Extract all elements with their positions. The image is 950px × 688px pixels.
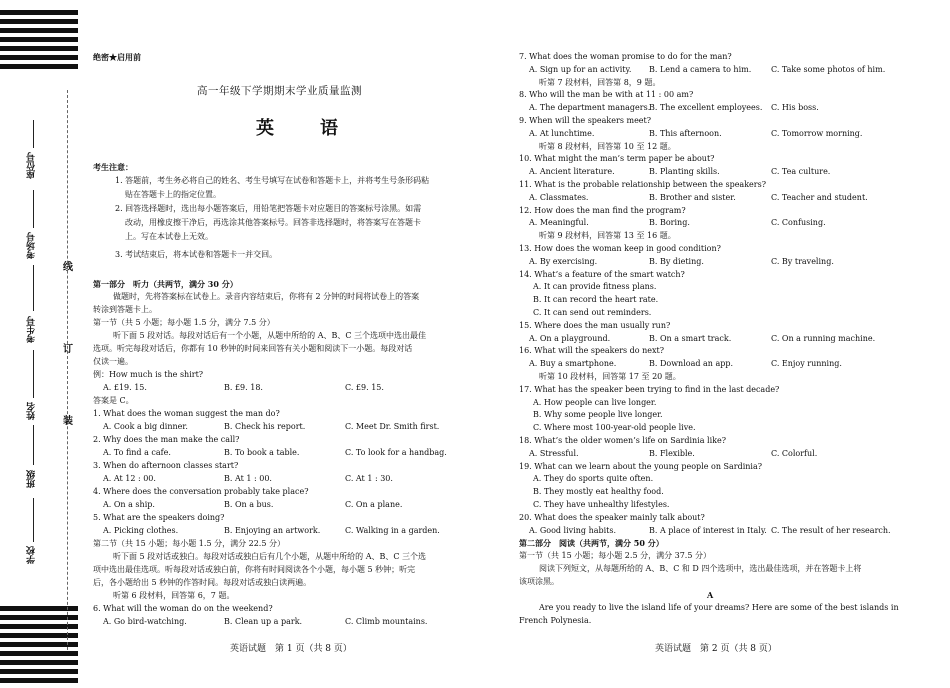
question-option: A. It can provide fitness plans. bbox=[533, 282, 657, 291]
example-option-b: B. £9. 18. bbox=[224, 383, 263, 392]
question-option-a: A. To find a cafe. bbox=[103, 448, 171, 457]
question-option-c: C. Meet Dr. Smith first. bbox=[345, 422, 440, 431]
binding-stripe bbox=[0, 46, 78, 51]
fill-line-name bbox=[33, 350, 34, 398]
sidebar-label-school: 学校 bbox=[27, 546, 37, 564]
question-option-c: C. Take some photos of him. bbox=[771, 65, 886, 74]
question-option-b: B. Enjoying an artwork. bbox=[224, 526, 321, 535]
subject-title: 英 语 bbox=[256, 118, 352, 139]
question-text: 13. How does the woman keep in good condition? bbox=[519, 244, 721, 253]
part1-intro: 做题时，先将答案标在试卷上。录音内容结束后，你将有 2 分钟的时间将试卷上的答案 bbox=[113, 292, 420, 301]
example-option-c: C. £9. 15. bbox=[345, 383, 384, 392]
question-option-b: B. Download an app. bbox=[649, 359, 734, 368]
question-option-b: B. Lend a camera to him. bbox=[649, 65, 752, 74]
question-option-a: A. Meaningful. bbox=[529, 218, 589, 227]
notice-line: 2. 回答选择题时，选出每小题答案后，用铅笔把答题卡对应题目的答案标号涂黑。如需 bbox=[115, 204, 422, 213]
material-note: 听第 7 段材料，回答第 8，9 题。 bbox=[539, 78, 661, 87]
question-option-a: A. Go bird-watching. bbox=[103, 617, 187, 626]
binding-stripe bbox=[0, 660, 78, 665]
section2-intro: 项中选出最佳选项。听每段对话或独白前，你将有时间阅读各个小题，每小题 5 秒钟；听完 bbox=[93, 565, 416, 574]
question-option-a: A. On a ship. bbox=[103, 500, 155, 509]
passage-line: Are you ready to live the island life of your dreams? Here are some of the best islands in bbox=[539, 603, 899, 612]
question-text: 16. What will the speakers do next? bbox=[519, 346, 665, 355]
question-option-b: B. Flexible. bbox=[649, 449, 695, 458]
question-option-c: C. Colorful. bbox=[771, 449, 818, 458]
binding-stripe bbox=[0, 64, 78, 69]
question-option-c: C. The result of her research. bbox=[771, 526, 891, 535]
question-text: 18. What’s the older women’s life on Sardinia like? bbox=[519, 436, 727, 445]
notice-line: 改动，用橡皮擦干净后，再选涂其他答案标号。回答非选择题时，将答案写在答题卡 bbox=[125, 218, 421, 227]
part2-intro: 该项涂黑。 bbox=[519, 577, 559, 586]
question-option-a: A. By exercising. bbox=[529, 257, 598, 266]
question-option: C. Where most 100-year-old people live. bbox=[533, 423, 696, 432]
fill-line-examinee bbox=[33, 265, 34, 311]
question-option-c: C. Teacher and student. bbox=[771, 193, 868, 202]
notice-title: 考生注意： bbox=[93, 162, 133, 172]
question-text: 20. What does the speaker mainly talk about? bbox=[519, 513, 705, 522]
question-option-a: A. Sign up for an activity. bbox=[529, 65, 632, 74]
binding-mark-line: 线 bbox=[63, 262, 73, 273]
question-option-a: A. Good living habits. bbox=[529, 526, 617, 535]
binding-stripe bbox=[0, 37, 78, 42]
section2-intro: 后，各小题给出 5 秒钟的作答时间。每段对话或独白读两遍。 bbox=[93, 578, 312, 587]
passage-label: A bbox=[707, 590, 714, 600]
binding-stripe bbox=[0, 28, 78, 33]
section2-intro: 听下面 5 段对话或独白。每段对话或独白后有几个小题，从题中所给的 A、B、C 三个选 bbox=[113, 552, 427, 561]
secret-tag: 绝密★启用前 bbox=[93, 52, 141, 62]
question-option-a: A. Cook a big dinner. bbox=[103, 422, 188, 431]
question-option-a: A. Buy a smartphone. bbox=[529, 359, 617, 368]
question-option-b: B. The excellent employees. bbox=[649, 103, 763, 112]
question-option-b: B. By dieting. bbox=[649, 257, 704, 266]
question-text: 15. Where does the man usually run? bbox=[519, 321, 671, 330]
question-option-b: B. Brother and sister. bbox=[649, 193, 736, 202]
question-text: 17. What has the speaker been trying to find in the last decade? bbox=[519, 385, 780, 394]
question-option-b: B. A place of interest in Italy. bbox=[649, 526, 767, 535]
question-option-a: A. At lunchtime. bbox=[529, 129, 595, 138]
question-option-b: B. To book a table. bbox=[224, 448, 300, 457]
binding-stripe bbox=[0, 10, 78, 15]
question-option-b: B. Check his report. bbox=[224, 422, 306, 431]
question-option: B. Why some people live longer. bbox=[533, 410, 663, 419]
question-option-b: B. At 1 : 00. bbox=[224, 474, 272, 483]
binding-mark-bind: 装 bbox=[63, 416, 73, 427]
question-text: 2. Why does the man make the call? bbox=[93, 435, 240, 444]
question-option-a: A. Picking clothes. bbox=[103, 526, 179, 535]
question-text: 3. When do afternoon classes start? bbox=[93, 461, 239, 470]
section1-intro: 选项。听完每段对话后，你都有 10 秒钟的时间来回答有关小题和阅读下一小题。每段对话 bbox=[93, 344, 413, 353]
question-option-a: A. On a playground. bbox=[529, 334, 611, 343]
question-option-c: C. Tomorrow morning. bbox=[771, 129, 863, 138]
question-text: 9. When will the speakers meet? bbox=[519, 116, 652, 125]
question-option-c: C. Confusing. bbox=[771, 218, 826, 227]
notice-line: 上。写在本试卷上无效。 bbox=[125, 232, 213, 241]
material-note: 听第 8 段材料，回答第 10 至 12 题。 bbox=[539, 142, 676, 151]
part1-intro: 转涂到答题卡上。 bbox=[93, 305, 157, 314]
sidebar-label-name: 姓名 bbox=[27, 402, 37, 420]
binding-stripe bbox=[0, 19, 78, 24]
sidebar-label-seat: 座位号 bbox=[27, 152, 37, 179]
fill-line-school bbox=[33, 498, 34, 542]
fill-line-seat bbox=[33, 120, 34, 148]
part2-intro: 阅读下列短文，从每题所给的 A、B、C 和 D 四个选项中，选出最佳选项，并在答题卡上将 bbox=[539, 564, 862, 573]
part1-heading: 第一部分 听力（共两节，满分 30 分） bbox=[93, 279, 238, 289]
question-text: 4. Where does the conversation probably take place? bbox=[93, 487, 309, 496]
notice-line: 3. 考试结束后，将本试卷和答题卡一并交回。 bbox=[115, 250, 278, 259]
section1-intro: 仅读一遍。 bbox=[93, 357, 133, 366]
sidebar-label-class: 班级 bbox=[27, 470, 37, 488]
example-question: 例：How much is the shirt? bbox=[93, 370, 204, 379]
question-text: 5. What are the speakers doing? bbox=[93, 513, 225, 522]
part2-section1-heading: 第一节（共 15 小题；每小题 2.5 分，满分 37.5 分） bbox=[519, 551, 711, 560]
section2-heading: 第二节（共 15 小题；每小题 1.5 分，满分 22.5 分） bbox=[93, 539, 285, 548]
binding-stripe bbox=[0, 678, 78, 683]
question-option-a: A. Stressful. bbox=[529, 449, 579, 458]
question-option: B. They mostly eat healthy food. bbox=[533, 487, 664, 496]
question-option-c: C. On a plane. bbox=[345, 500, 403, 509]
question-text: 14. What’s a feature of the smart watch? bbox=[519, 270, 685, 279]
binding-mark-order: 订 bbox=[63, 344, 73, 355]
question-option: B. It can record the heart rate. bbox=[533, 295, 659, 304]
question-text: 1. What does the woman suggest the man do? bbox=[93, 409, 280, 418]
passage-line: French Polynesia. bbox=[519, 616, 592, 625]
section1-heading: 第一节（共 5 小题；每小题 1.5 分，满分 7.5 分） bbox=[93, 318, 275, 327]
question-option-a: A. At 12 : 00. bbox=[103, 474, 156, 483]
question-option-a: A. Ancient literature. bbox=[529, 167, 615, 176]
material-note: 听第 10 段材料，回答第 17 至 20 题。 bbox=[539, 372, 681, 381]
question-text: 10. What might the man’s term paper be about? bbox=[519, 154, 715, 163]
binding-stripe bbox=[0, 55, 78, 60]
question-option-b: B. This afternoon. bbox=[649, 129, 722, 138]
question-option-c: C. Walking in a garden. bbox=[345, 526, 440, 535]
question-option-c: C. By traveling. bbox=[771, 257, 834, 266]
question-option: C. It can send out reminders. bbox=[533, 308, 652, 317]
sidebar-label-examinee: 考生号 bbox=[27, 316, 37, 343]
question-option-b: B. On a bus. bbox=[224, 500, 274, 509]
page-footer-left: 英语试题 第 1 页（共 8 页） bbox=[230, 644, 352, 654]
question-option-c: C. Climb mountains. bbox=[345, 617, 428, 626]
question-option: A. They do sports quite often. bbox=[533, 474, 654, 483]
question-option-c: C. His boss. bbox=[771, 103, 819, 112]
page-footer-right: 英语试题 第 2 页（共 8 页） bbox=[655, 644, 777, 654]
question-text: 6. What will the woman do on the weekend? bbox=[93, 604, 273, 613]
fill-line-class bbox=[33, 425, 34, 465]
material-note: 听第 9 段材料，回答第 13 至 16 题。 bbox=[539, 231, 676, 240]
question-option-c: C. Tea culture. bbox=[771, 167, 831, 176]
question-option: A. How people can live longer. bbox=[533, 398, 657, 407]
question-option-b: B. Boring. bbox=[649, 218, 690, 227]
sidebar-label-room: 考场号 bbox=[27, 232, 37, 259]
question-option-a: A. Classmates. bbox=[529, 193, 589, 202]
fill-line-room bbox=[33, 190, 34, 228]
question-text: 19. What can we learn about the young people on Sardinia? bbox=[519, 462, 763, 471]
question-text: 12. How does the man find the program? bbox=[519, 206, 686, 215]
question-text: 11. What is the probable relationship between the speakers? bbox=[519, 180, 766, 189]
exam-title: 高一年级下学期期末学业质量监测 bbox=[197, 85, 362, 97]
example-answer: 答案是 C。 bbox=[93, 396, 134, 405]
binding-dash-line bbox=[67, 90, 68, 650]
example-option-a: A. £19. 15. bbox=[103, 383, 147, 392]
question-option-c: C. To look for a handbag. bbox=[345, 448, 447, 457]
question-text: 7. What does the woman promise to do for the man? bbox=[519, 52, 732, 61]
material-note: 听第 6 段材料，回答第 6，7 题。 bbox=[113, 591, 235, 600]
question-option-c: C. Enjoy running. bbox=[771, 359, 842, 368]
question-text: 8. Who will the man be with at 11 : 00 am? bbox=[519, 90, 694, 99]
part2-heading: 第二部分 阅读（共两节，满分 50 分） bbox=[519, 538, 664, 548]
question-option-c: C. On a running machine. bbox=[771, 334, 876, 343]
section1-intro: 听下面 5 段对话。每段对话后有一个小题，从题中所给的 A、B、C 三个选项中选出最佳 bbox=[113, 331, 427, 340]
notice-line: 1. 答题前，考生务必将自己的姓名、考生号填写在试卷和答题卡上，并将考生号条形码粘 bbox=[115, 176, 430, 185]
question-option-b: B. On a smart track. bbox=[649, 334, 732, 343]
question-option-c: C. At 1 : 30. bbox=[345, 474, 393, 483]
notice-line: 贴在答题卡上的指定位置。 bbox=[125, 190, 221, 199]
binding-stripe bbox=[0, 651, 78, 656]
question-option-a: A. The department managers. bbox=[529, 103, 651, 112]
question-option: C. They have unhealthy lifestyles. bbox=[533, 500, 670, 509]
binding-stripe bbox=[0, 669, 78, 674]
question-option-b: B. Planting skills. bbox=[649, 167, 720, 176]
question-option-b: B. Clean up a park. bbox=[224, 617, 303, 626]
